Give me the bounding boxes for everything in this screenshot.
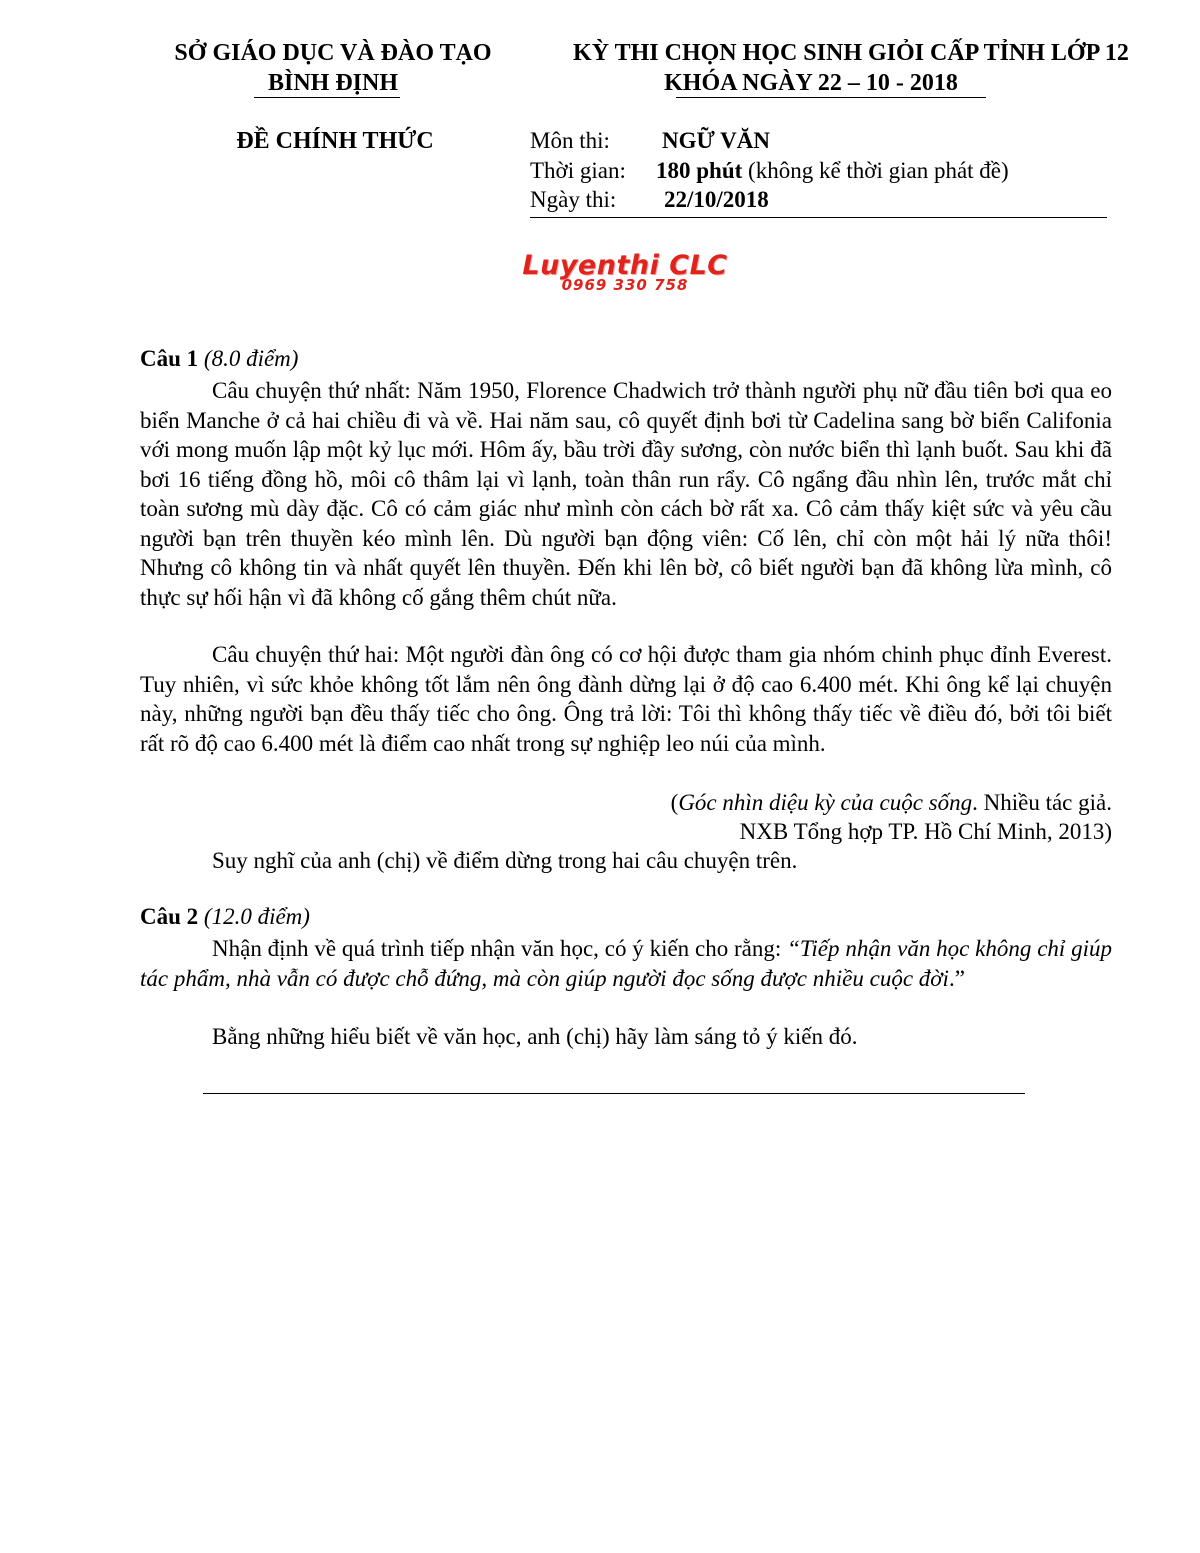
date-label: Ngày thi:: [530, 187, 617, 212]
watermark-logo-text: Luyenthi CLC: [522, 250, 728, 281]
question-2-prompt: Bằng những hiểu biết về văn học, anh (chị) hãy làm sáng tỏ ý kiến đó.: [212, 1024, 858, 1049]
province-underline: [254, 97, 400, 98]
question-2-heading: [140, 904, 310, 930]
exam-title: KỲ THI CHỌN HỌC SINH GIỎI CẤP TỈNH LỚP 12: [573, 40, 1129, 66]
question-1-story-2: Câu chuyện thứ hai: Một người đàn ông có cơ hội được tham gia nhóm chinh phục đỉnh Everest. Tuy nhiên, vì sức khỏe không tốt lắm nên ông đành dừng lại ở độ cao 6.400 mét. Khi ông kể lại chuyện này, những người bạn đều thấy tiếc cho ông. Ông trả lời: Tôi thì không thấy tiếc về điều đó, bởi tôi biết rất rõ độ cao 6.400 mét là điểm cao nhất trong sự nghiệp leo núi của mình.: [140, 642, 1112, 756]
question-2-quote: “Tiếp nhận văn học không chỉ giúp tác phẩm, nhà vẫn có được chỗ đứng, mà còn giúp người đọc sống được nhiều cuộc đời: [140, 936, 1113, 991]
time-row: [530, 158, 626, 184]
source-title: Góc nhìn diệu kỳ của cuộc sống: [678, 790, 973, 815]
province-name: BÌNH ĐỊNH: [267, 70, 399, 96]
question-2-statement: [140, 934, 1112, 993]
subject-label: Môn thi:: [530, 128, 610, 153]
question-1-source-publisher: NXB Tổng hợp TP. Hồ Chí Minh, 2013): [739, 819, 1112, 844]
subject-value: [662, 128, 770, 154]
question-1-label: Câu 1: [140, 346, 199, 371]
question-2-quote-end: .”: [948, 965, 965, 991]
question-2-points: (12.0 điểm): [203, 904, 310, 929]
exam-session-underline: [676, 97, 986, 98]
question-1-source: [140, 788, 1112, 818]
date-value-text: 22/10/2018: [664, 187, 769, 212]
time-label: Thời gian:: [530, 158, 626, 183]
watermark-phone: 0969 330 758: [561, 276, 689, 294]
exam-session: KHÓA NGÀY 22 – 10 - 2018: [664, 70, 958, 96]
date-row: [530, 187, 616, 213]
time-note: (không kể thời gian phát đề): [742, 158, 1009, 183]
source-open: (: [670, 790, 679, 815]
question-2-intro: Nhận định về quá trình tiếp nhận văn học, có ý kiến cho rằng:: [212, 936, 788, 961]
question-1-story-1: Câu chuyện thứ nhất: Năm 1950, Florence Chadwich trở thành người phụ nữ đầu tiên bơi qua eo biển Manche ở cả hai chiều đi và về. Hai năm sau, cô quyết định bơi từ Cadelina sang bờ biển Califonia với mong muốn lập một kỷ lục mới. Hôm ấy, bầu trời đầy sương, còn nước biển thì lạnh buốt. Sau khi đã bơi 16 tiếng đồng hồ, môi cô thâm lại vì lạnh, toàn thân run rẩy. Cô ngẩng đầu nhìn lên, trước mắt chỉ toàn sương mù dày đặc. Cô có cảm giác như mình còn cách bờ rất xa. Cô cảm thấy kiệt sức và yêu cầu người bạn trên thuyền kéo mình lên. Dù người bạn động viên: Cố lên, chỉ còn một hải lý nữa thôi! Nhưng cô không tin và nhất quyết lên thuyền. Đến khi lên bờ, cô biết người bạn đã không lừa mình, cô thực sự hối hận vì đã không cố gắng thêm chút nữa.: [140, 378, 1112, 610]
exam-info-rule: [530, 217, 1107, 218]
end-divider: [203, 1093, 1025, 1094]
question-1-heading: [140, 346, 298, 372]
time-value: [656, 158, 1009, 184]
subject-value-text: NGỮ VĂN: [662, 128, 770, 153]
question-1-prompt: Suy nghĩ của anh (chị) về điểm dừng trong hai câu chuyện trên.: [212, 848, 798, 873]
question-1-points: (8.0 điểm): [203, 346, 299, 371]
subject-row: [530, 128, 610, 154]
time-value-text: 180 phút: [656, 158, 743, 183]
department-name: SỞ GIÁO DỤC VÀ ĐÀO TẠO: [174, 40, 492, 66]
date-value: [664, 187, 769, 213]
source-rest: . Nhiều tác giả.: [972, 790, 1112, 815]
official-label: ĐỀ CHÍNH THỨC: [236, 128, 434, 154]
question-2-label: Câu 2: [140, 904, 199, 929]
